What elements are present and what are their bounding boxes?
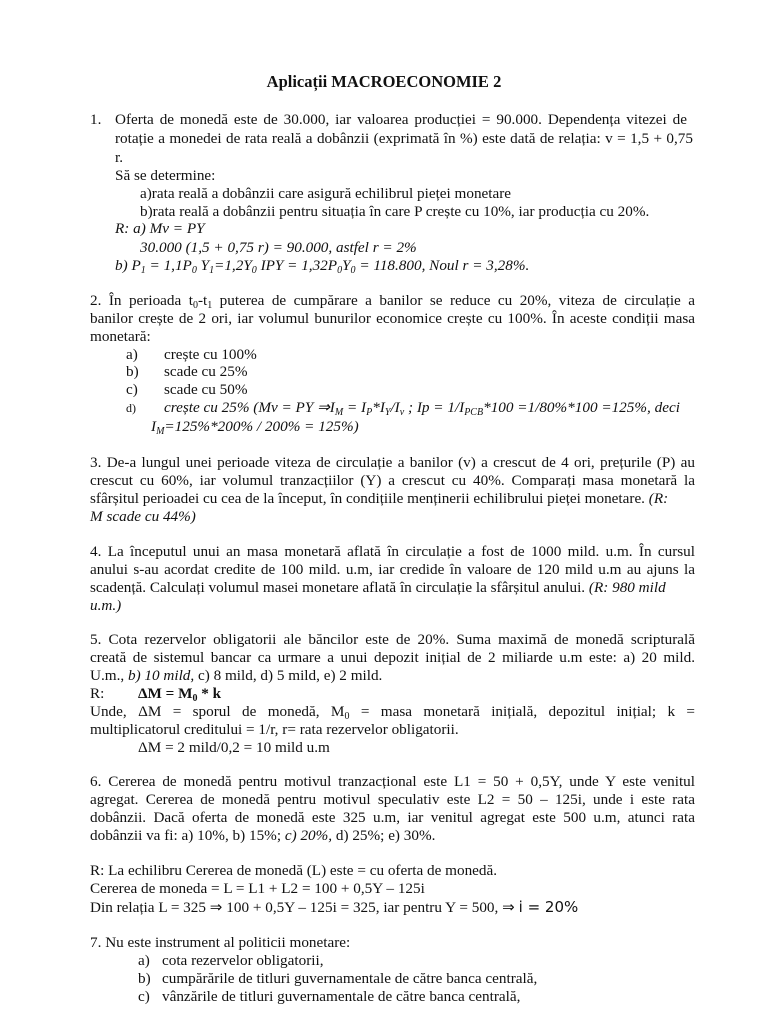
page-title: Aplicații MACROECONOMIE 2: [266, 72, 502, 91]
q6-line-3: dobânzii. Dacă oferta de monedă este 325 u.m, iar venitul agregat este 500 u.m, atunci rata: [90, 809, 695, 826]
q2-line-2: banilor crește de 2 ori, iar volumul bunurilor economice crește cu 100%. În aceste condiții masa: [90, 310, 695, 327]
q2-option-d: d) crește cu 25% (Mv = PY $\Rightarrow I_M = I_P*I_Y/I_v$ ; $Ip = 1/I_{PCB}*100 =1/80\%*100 =125\%$, deci: [126, 399, 680, 418]
q1-option-b: b)rata reală a dobânzii pentru situația în care P crește cu 10%, iar producția cu 20%.: [140, 203, 650, 220]
q2-option-c: c) scade cu 50%: [126, 381, 248, 398]
q6-line-4: dobânzii va fi: a) 10%, b) 15%; c) 20%, d) 25%; e) 30%.: [90, 827, 436, 844]
q5-answer-label: R:: [90, 685, 105, 702]
q5-line-2: creată de sistemul bancar ca urmare a unui depozit inițial de 2 miliarde u.m este: a) 20 mild.: [90, 649, 695, 666]
q5-answer-formula: $\Delta M = M_0 * k$: [138, 685, 222, 704]
q3-line-1: 3. De-a lungul unei perioade viteza de circulație a banilor (v) a crescut de 4 ori, prețurile (P) au: [90, 454, 695, 471]
q5-line-3: U.m., b) 10 mild, c) 8 mild, d) 5 mild, e) 2 mild.: [90, 667, 383, 684]
q2-option-d-cont: $I_M=125\%*200\% / 200\% = 125\%$): [151, 418, 359, 437]
q3-line-4: M scade cu 44%): [90, 508, 196, 525]
q4-line-1: 4. La începutul unui an masa monetară aflată în circulație a fost de 1000 mild. u.m. În cursul: [90, 543, 695, 560]
q1-line-1: Oferta de monedă este de 30.000, iar valoarea producției = 90.000. Dependența vitezei de: [115, 111, 687, 128]
q5-line-1: 5. Cota rezervelor obligatorii ale băncilor este de 20%. Suma maximă de monedă scripturală: [90, 631, 695, 648]
q1-answer-3: b) $P_1 = 1,1P_0$ $Y_1=1,2Y_0$ IPY = $1,32P_0Y_0 = 118.800$, Noul r = 3,28%.: [115, 257, 530, 276]
q2-option-a: a) crește cu 100%: [126, 346, 257, 363]
q2-line-1: 2. În perioada $t_0-t_1$ puterea de cumpărare a banilor se reduce cu 20%, viteza de circulație a: [90, 292, 695, 311]
q1-answer-1: R: a) Mv = PY: [115, 220, 205, 237]
q1-line-4: Să se determine:: [115, 167, 216, 184]
q5-where-1: Unde, ΔM = sporul de monedă, $M_0$ = masa monetară inițială, depozitul inițial; k =: [90, 703, 695, 722]
q6-answer-3: Din relația L = 325 ⇒ 100 + 0,5Y – 125i = 325, iar pentru Y = 500, ⇒ i = 20%: [90, 898, 579, 916]
q6-answer-2: Cererea de moneda = L = L1 + L2 = 100 + 0,5Y – 125i: [90, 880, 425, 897]
q3-line-3: sfârșitul perioadei cu cea de la început, în condițiile menținerii echilibrului pieței monetare. (R:: [90, 490, 669, 507]
q7-line-1: 7. Nu este instrument al politicii monetare:: [90, 934, 351, 951]
q1-option-a: a)rata reală a dobânzii care asigură echilibrul pieței monetare: [140, 185, 512, 202]
q4-line-2: anului s-au acordat credite de 100 mild. u.m, iar credide în valoare de 120 mild u.m au ajuns la: [90, 561, 695, 578]
q6-line-2: agregat. Cererea de monedă pentru motivul speculativ este L2 = 50 – 125i, unde i este rata: [90, 791, 695, 808]
q5-where-2: multiplicatorul creditului = 1/r, r= rata rezervelor obligatorii.: [90, 721, 459, 738]
q7-option-b: b) cumpărările de titluri guvernamentale de către banca centrală,: [138, 970, 538, 987]
q1-line-3: r.: [115, 149, 124, 166]
q6-line-1: 6. Cererea de monedă pentru motivul tranzacțional este L1 = 50 + 0,5Y, unde Y este venitul: [90, 773, 695, 790]
q7-option-a: a) cota rezervelor obligatorii,: [138, 952, 324, 969]
q6-answer-1: R: La echilibru Cererea de monedă (L) este = cu oferta de monedă.: [90, 862, 498, 879]
q7-option-c: c) vânzările de titluri guvernamentale de către banca centrală,: [138, 988, 521, 1005]
q5-where-3: ΔM = 2 mild/0,2 = 10 mild u.m: [138, 739, 330, 756]
q4-line-3: scadență. Calculați volumul masei monetare aflată în circulație la sfârșitul anului. (R: 980 mild: [90, 579, 666, 596]
q1-line-2: rotație a monedei de rata reală a dobânzii (exprimată în %) este dată de relația: v = 1,5 + 0,75: [115, 130, 693, 147]
q4-line-4: u.m.): [90, 597, 122, 614]
q1-number: 1.: [90, 111, 102, 128]
q2-line-3: monetară:: [90, 328, 151, 345]
q2-option-b: b) scade cu 25%: [126, 363, 248, 380]
q3-line-2: crescut cu 60%, iar volumul tranzacțiilor (Y) a crescut cu 40%. Comparați masa monetară la: [90, 472, 695, 489]
q1-answer-2: 30.000 (1,5 + 0,75 r) = 90.000, astfel r = 2%: [140, 239, 417, 256]
